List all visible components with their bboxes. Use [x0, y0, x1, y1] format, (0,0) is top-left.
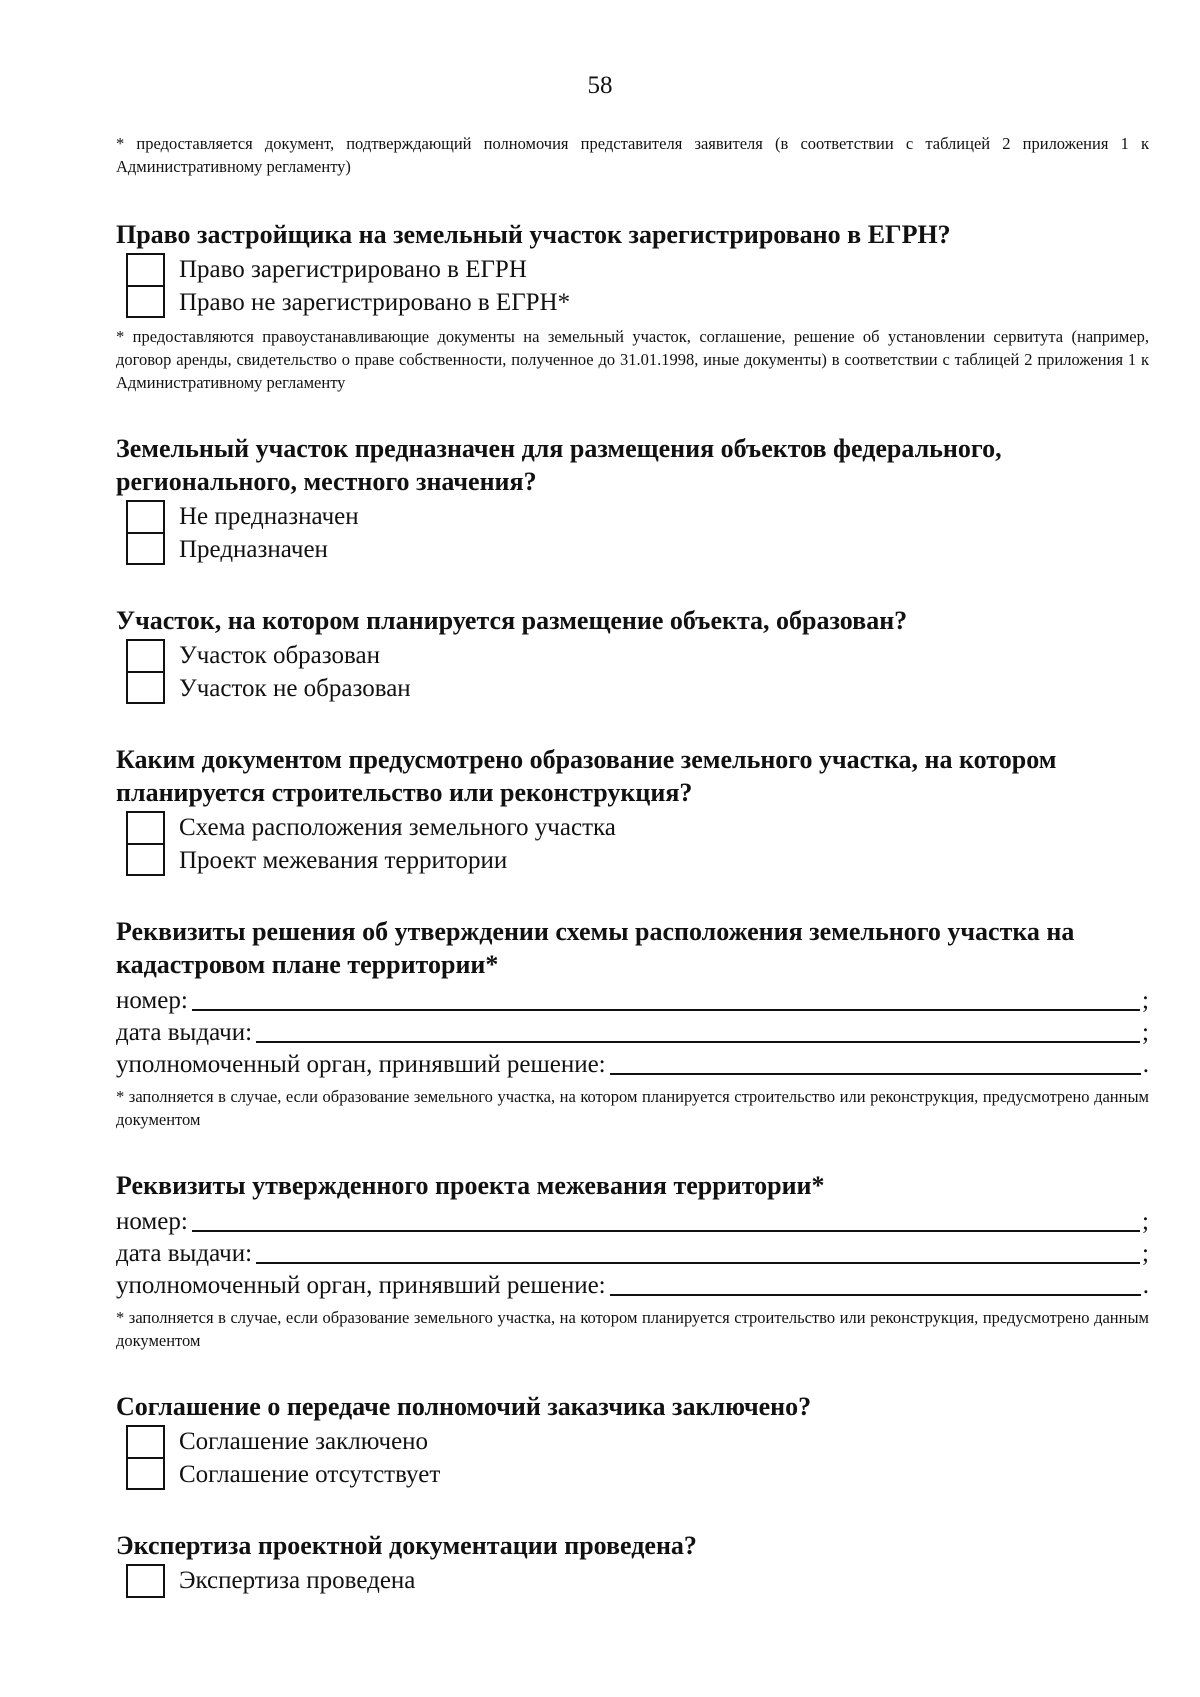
question-heading: Реквизиты решения об утверждении схемы расположения земельного участка на кадастровом плане территории* [116, 917, 1075, 979]
option-label: Участок не образован [179, 674, 411, 702]
blank-input-line[interactable] [610, 1049, 1141, 1075]
field-label: дата выдачи: [116, 1019, 253, 1046]
form-section [116, 604, 1149, 705]
question-heading: Земельный участок предназначен для размещения объектов федерального, регионального, местного значения? [116, 434, 1002, 496]
fill-in-field [116, 1047, 1149, 1079]
option-label: Право зарегистрировано в ЕГРН [179, 255, 527, 283]
option-label: Экспертиза проведена [179, 1566, 416, 1594]
option-checkbox[interactable] [126, 639, 165, 673]
option-label: Не предназначен [179, 502, 359, 530]
form-section [116, 1169, 1149, 1352]
form-content [116, 132, 1149, 1635]
section-footnote: * предоставляются правоустанавливающие документы на земельный участок, соглашение, решение об установлении сервитута (например, договор аренды, свидетельство о праве собственности, полученное до 31.01.1998, иные документы) в соответствии с таблицей 2 приложения 1 к Административному регламенту [116, 327, 1149, 392]
field-end-punctuation: ; [1142, 1019, 1149, 1046]
field-end-punctuation: ; [1142, 987, 1149, 1014]
fill-in-field [116, 1204, 1149, 1236]
blank-input-line[interactable] [256, 1238, 1140, 1264]
option-label: Соглашение отсутствует [179, 1460, 441, 1488]
blank-input-line[interactable] [256, 1017, 1140, 1043]
option-row[interactable] [116, 500, 1149, 533]
option-label: Право не зарегистрировано в ЕГРН* [179, 288, 571, 316]
option-row[interactable] [116, 672, 1149, 705]
option-checkbox[interactable] [126, 500, 165, 534]
option-label: Предназначен [179, 535, 328, 563]
question-heading: Реквизиты утвержденного проекта межевания территории* [116, 1171, 825, 1200]
form-section [116, 432, 1149, 566]
question-heading: Право застройщика на земельный участок зарегистрировано в ЕГРН? [116, 220, 951, 249]
option-checkbox[interactable] [126, 672, 165, 704]
option-checkbox[interactable] [126, 811, 165, 845]
option-row[interactable] [116, 1458, 1149, 1491]
option-row[interactable] [116, 1564, 1149, 1597]
field-label: дата выдачи: [116, 1240, 253, 1267]
form-section [116, 218, 1149, 394]
field-end-punctuation: ; [1142, 1240, 1149, 1267]
question-heading: Соглашение о передаче полномочий заказчика заключено? [116, 1392, 812, 1421]
option-row[interactable] [116, 844, 1149, 877]
form-sections [116, 218, 1149, 1597]
option-label: Соглашение заключено [179, 1427, 429, 1455]
page-number: 58 [587, 72, 613, 99]
field-label: уполномоченный орган, принявший решение: [116, 1272, 606, 1299]
option-label: Участок образован [179, 641, 380, 669]
field-label: номер: [116, 1208, 188, 1235]
option-label: Схема расположения земельного участка [179, 813, 616, 841]
option-checkbox[interactable] [126, 1458, 165, 1490]
field-end-punctuation: . [1142, 1051, 1149, 1078]
field-end-punctuation: . [1142, 1272, 1149, 1299]
option-checkbox[interactable] [126, 1425, 165, 1459]
form-section [116, 1529, 1149, 1597]
fill-in-field [116, 1236, 1149, 1268]
option-row[interactable] [116, 533, 1149, 566]
option-label: Проект межевания территории [179, 846, 508, 874]
blank-input-line[interactable] [192, 1206, 1140, 1232]
option-checkbox[interactable] [126, 286, 165, 318]
form-section [116, 743, 1149, 877]
option-row[interactable] [116, 286, 1149, 319]
blank-input-line[interactable] [610, 1270, 1141, 1296]
section-footnote: * заполняется в случае, если образование земельного участка, на котором планируется строительство или реконструкция, предусмотрено данным документом [116, 1308, 1149, 1350]
option-row[interactable] [116, 253, 1149, 286]
question-heading: Участок, на котором планируется размещение объекта, образован? [116, 606, 908, 635]
option-checkbox[interactable] [126, 1564, 165, 1598]
form-section [116, 1390, 1149, 1491]
representative-note: * предоставляется документ, подтверждающий полномочия представителя заявителя (в соответствии с таблицей 2 приложения 1 к Административному регламенту) [116, 134, 1149, 176]
fill-in-field [116, 1015, 1149, 1047]
fill-in-field [116, 983, 1149, 1015]
field-end-punctuation: ; [1142, 1208, 1149, 1235]
question-heading: Каким документом предусмотрено образование земельного участка, на котором планируется строительство или реконструкция? [116, 745, 1057, 807]
blank-input-line[interactable] [192, 985, 1140, 1011]
field-label: номер: [116, 987, 188, 1014]
option-row[interactable] [116, 639, 1149, 672]
form-section [116, 915, 1149, 1131]
option-row[interactable] [116, 811, 1149, 844]
section-footnote: * заполняется в случае, если образование земельного участка, на котором планируется строительство или реконструкция, предусмотрено данным документом [116, 1087, 1149, 1129]
option-row[interactable] [116, 1425, 1149, 1458]
field-label: уполномоченный орган, принявший решение: [116, 1051, 606, 1078]
option-checkbox[interactable] [126, 844, 165, 876]
question-heading: Экспертиза проектной документации проведена? [116, 1531, 697, 1560]
option-checkbox[interactable] [126, 533, 165, 565]
option-checkbox[interactable] [126, 253, 165, 287]
fill-in-field [116, 1268, 1149, 1300]
